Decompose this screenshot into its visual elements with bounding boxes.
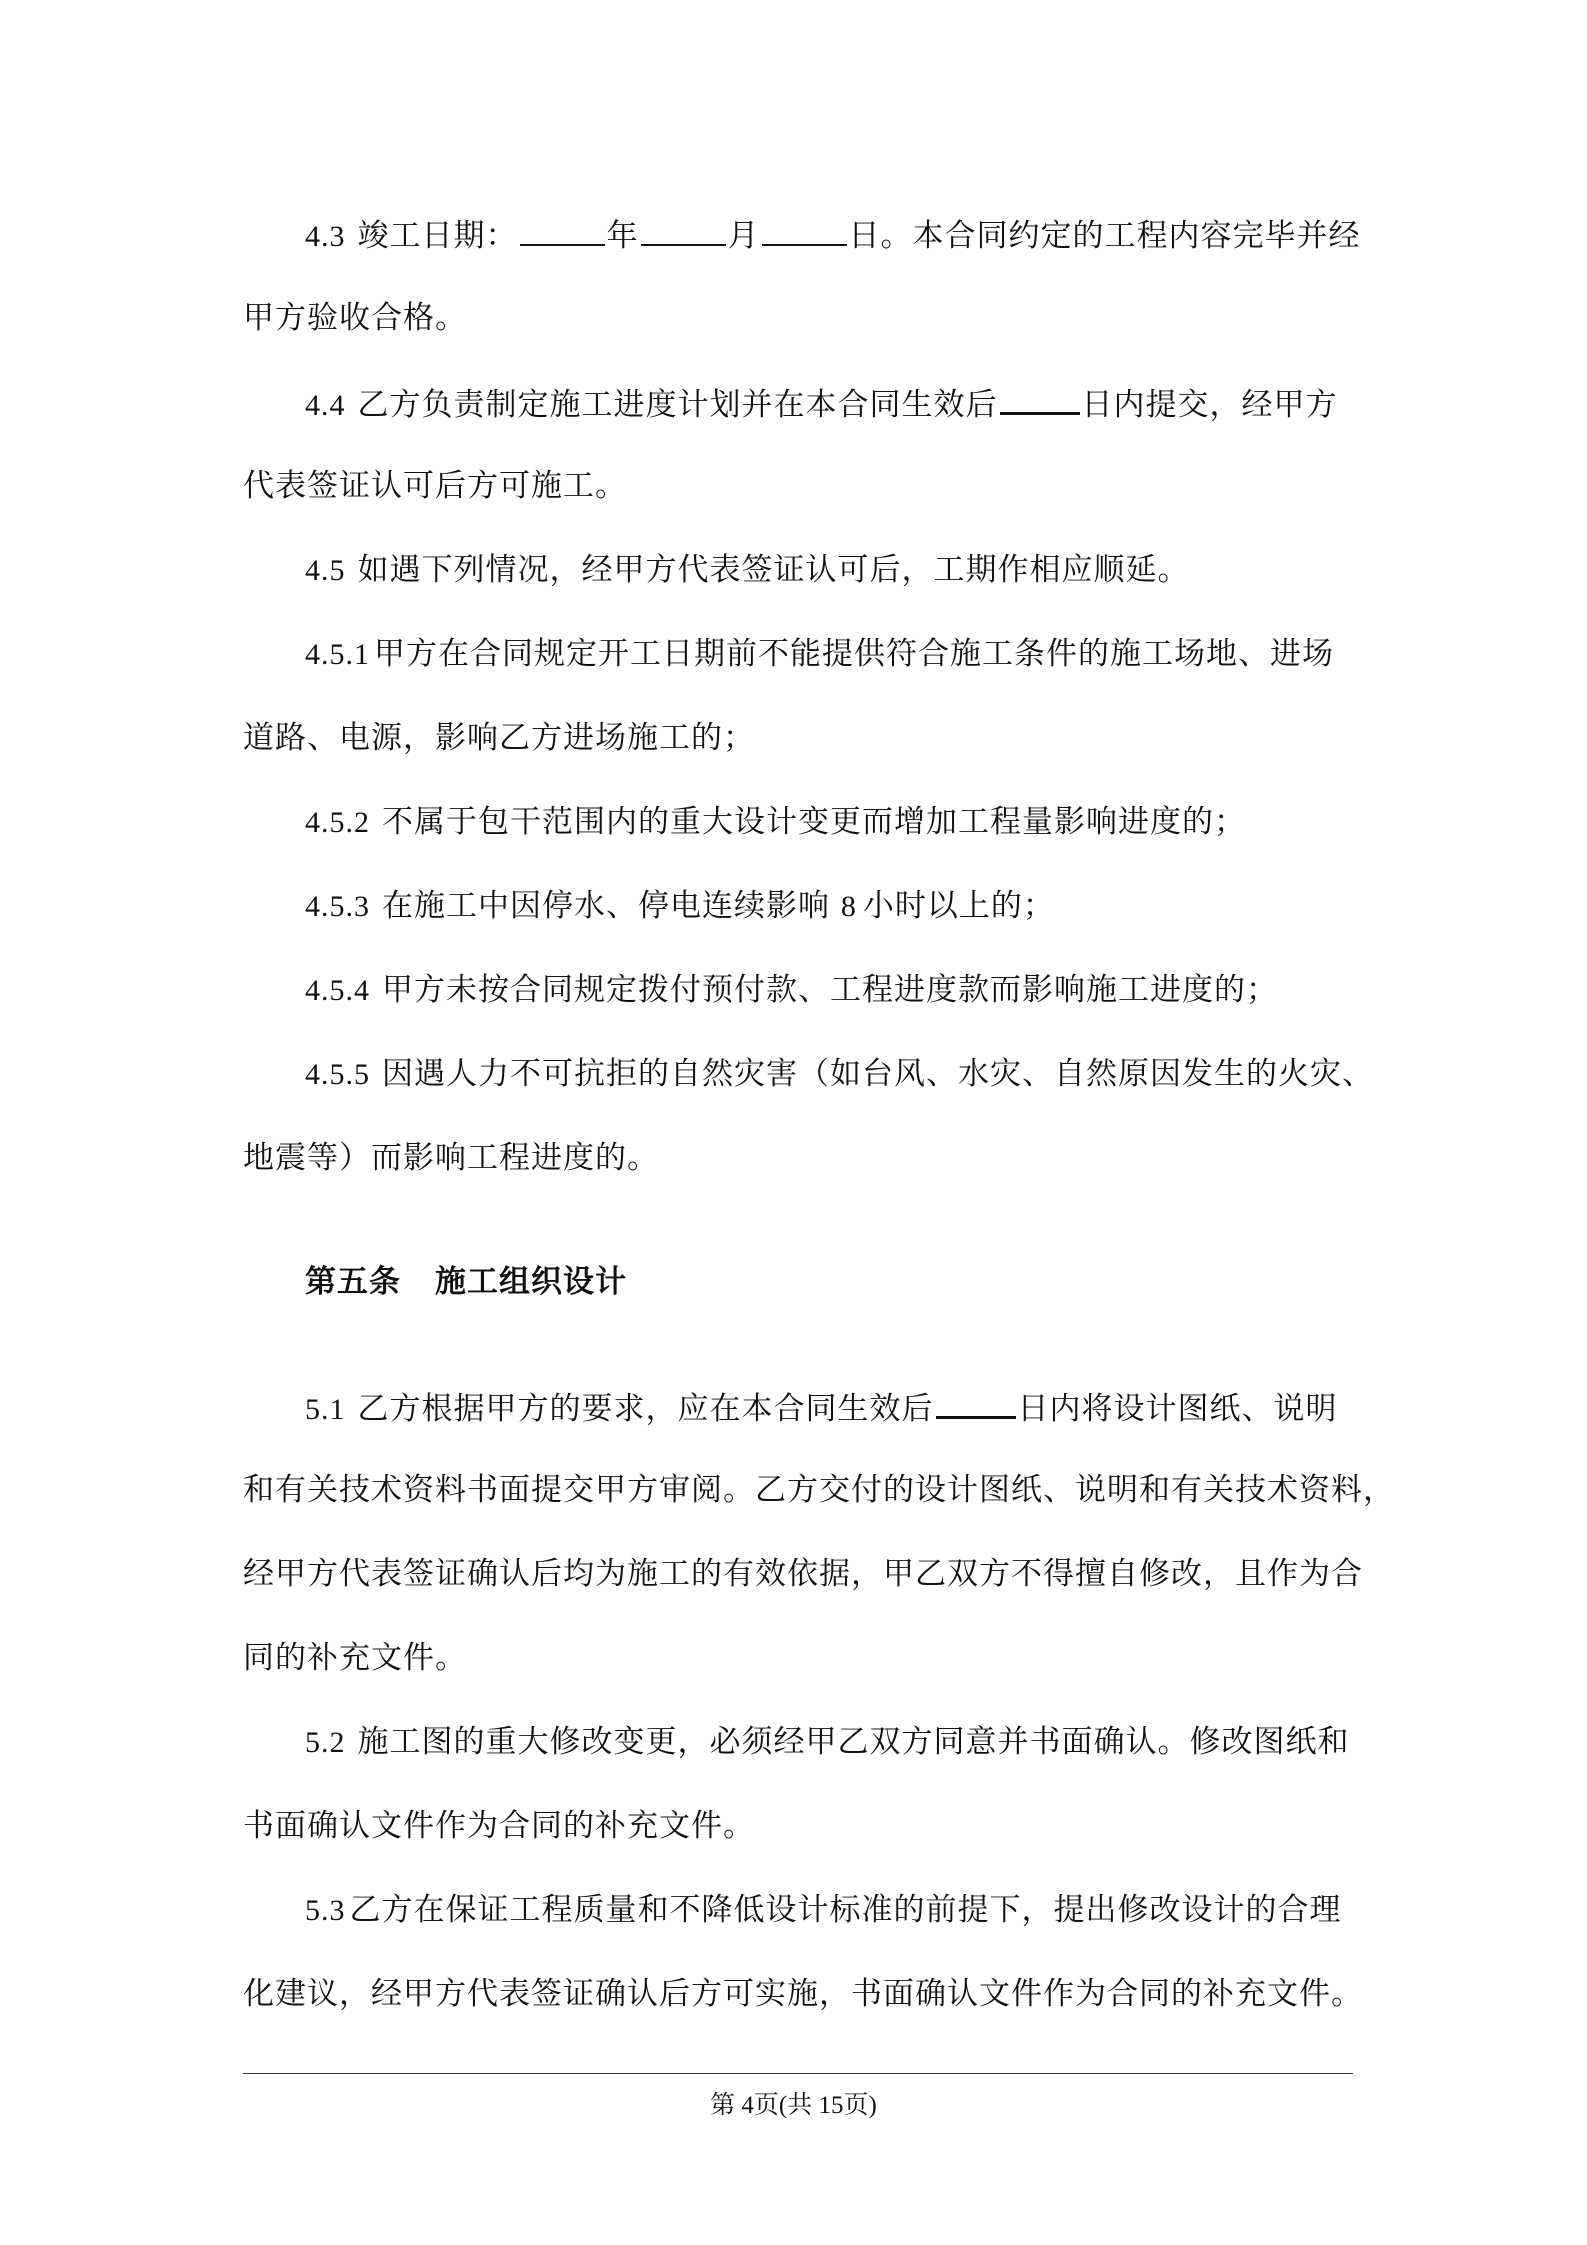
clause-text: 日内提交，经甲方 bbox=[1081, 387, 1338, 423]
hours-number: 8 bbox=[840, 890, 857, 923]
clause-5-1-line-1 bbox=[305, 1386, 1353, 1430]
clause-5-2-line-2: 书面确认文件作为合同的补充文件。 bbox=[243, 1808, 755, 1844]
clause-number: 4.5.1 bbox=[305, 638, 370, 671]
clause-5-1-line-3: 经甲方代表签证确认后均为施工的有效依据，甲乙双方不得擅自修改，且作为合 bbox=[243, 1556, 1363, 1592]
clause-4-3-line-1 bbox=[305, 214, 1361, 257]
clause-text: 月 bbox=[727, 218, 760, 254]
clause-4-5-3 bbox=[305, 886, 1353, 927]
clause-5-1-line-4: 同的补充文件。 bbox=[243, 1640, 467, 1676]
clause-text: 乙方根据甲方的要求，应在本合同生效后 bbox=[357, 1391, 934, 1427]
footer-divider bbox=[243, 2073, 1353, 2074]
clause-4-4-line-2: 代表签证认可后方可施工。 bbox=[243, 468, 627, 504]
clause-4-4-line-1 bbox=[305, 382, 1353, 426]
clause-4-5-4 bbox=[305, 970, 1353, 1011]
clause-number: 5.1 bbox=[305, 1393, 346, 1426]
clause-5-2-line-1 bbox=[305, 1722, 1353, 1763]
clause-text: 甲方在合同规定开工日期前不能提供符合施工条件的施工场地、进场 bbox=[374, 636, 1334, 672]
clause-number: 4.5.5 bbox=[305, 1058, 370, 1091]
clause-text: 如遇下列情况，经甲方代表签证认可后，工期作相应顺延。 bbox=[357, 552, 1190, 588]
clause-number: 4.5.3 bbox=[305, 890, 370, 923]
section-heading bbox=[305, 1262, 1353, 1302]
clause-text: 竣工日期： bbox=[357, 218, 518, 254]
clause-text: 因遇人力不可抗拒的自然灾害（如台风、水灾、自然原因发生的火灾、 bbox=[382, 1056, 1374, 1092]
clause-text: 甲方未按合同规定拨付预付款、工程进度款而影响施工进度的； bbox=[382, 972, 1278, 1008]
clause-number: 4.5.2 bbox=[305, 806, 370, 839]
clause-4-5-5-line-2: 地震等）而影响工程进度的。 bbox=[243, 1140, 659, 1176]
clause-number: 4.4 bbox=[305, 389, 346, 422]
clause-text: 施工图的重大修改变更，必须经甲乙双方同意并书面确认。修改图纸和 bbox=[357, 1724, 1350, 1760]
clause-4-5-1-line-2: 道路、电源，影响乙方进场施工的； bbox=[243, 720, 755, 756]
blank-field[interactable] bbox=[936, 1386, 1016, 1419]
clause-text: 日。本合同约定的工程内容完毕并经 bbox=[848, 218, 1361, 254]
clause-text: 乙方负责制定施工进度计划并在本合同生效后 bbox=[357, 387, 998, 423]
clause-4-5-1-line-1 bbox=[305, 634, 1353, 675]
clause-text: 在施工中因停水、停电连续影响 bbox=[382, 888, 830, 924]
clause-number: 5.2 bbox=[305, 1726, 346, 1759]
blank-field[interactable] bbox=[520, 214, 605, 246]
clause-4-5 bbox=[305, 550, 1353, 591]
clause-number: 4.3 bbox=[305, 220, 346, 253]
clause-text: 不属于包干范围内的重大设计变更而增加工程量影响进度的； bbox=[382, 804, 1246, 840]
clause-5-3-line-2: 化建议，经甲方代表签证确认后方可实施，书面确认文件作为合同的补充文件。 bbox=[243, 1976, 1363, 2012]
clause-text: 日内将设计图纸、说明 bbox=[1017, 1391, 1338, 1427]
clause-4-5-5-line-1 bbox=[305, 1054, 1374, 1095]
clause-text: 小时以上的； bbox=[862, 888, 1055, 924]
clause-4-3-line-2: 甲方验收合格。 bbox=[243, 300, 467, 336]
clause-4-5-2 bbox=[305, 802, 1353, 843]
clause-text: 乙方在保证工程质量和不降低设计标准的前提下，提出修改设计的合理 bbox=[349, 1892, 1342, 1928]
clause-5-1-line-2: 和有关技术资料书面提交甲方审阅。乙方交付的设计图纸、说明和有关技术资料， bbox=[243, 1472, 1395, 1508]
section-label: 第五条 bbox=[305, 1264, 401, 1300]
clause-text: 年 bbox=[606, 218, 639, 254]
clause-number: 5.3 bbox=[305, 1894, 346, 1927]
clause-5-3-line-1 bbox=[305, 1890, 1353, 1931]
clause-number: 4.5.4 bbox=[305, 974, 370, 1007]
page-number: 第 4页(共 15页) bbox=[710, 2092, 877, 2119]
clause-number: 4.5 bbox=[305, 554, 346, 587]
blank-field[interactable] bbox=[1000, 382, 1080, 415]
blank-field[interactable] bbox=[762, 214, 847, 246]
blank-field[interactable] bbox=[641, 214, 726, 246]
section-title: 施工组织设计 bbox=[435, 1264, 627, 1300]
